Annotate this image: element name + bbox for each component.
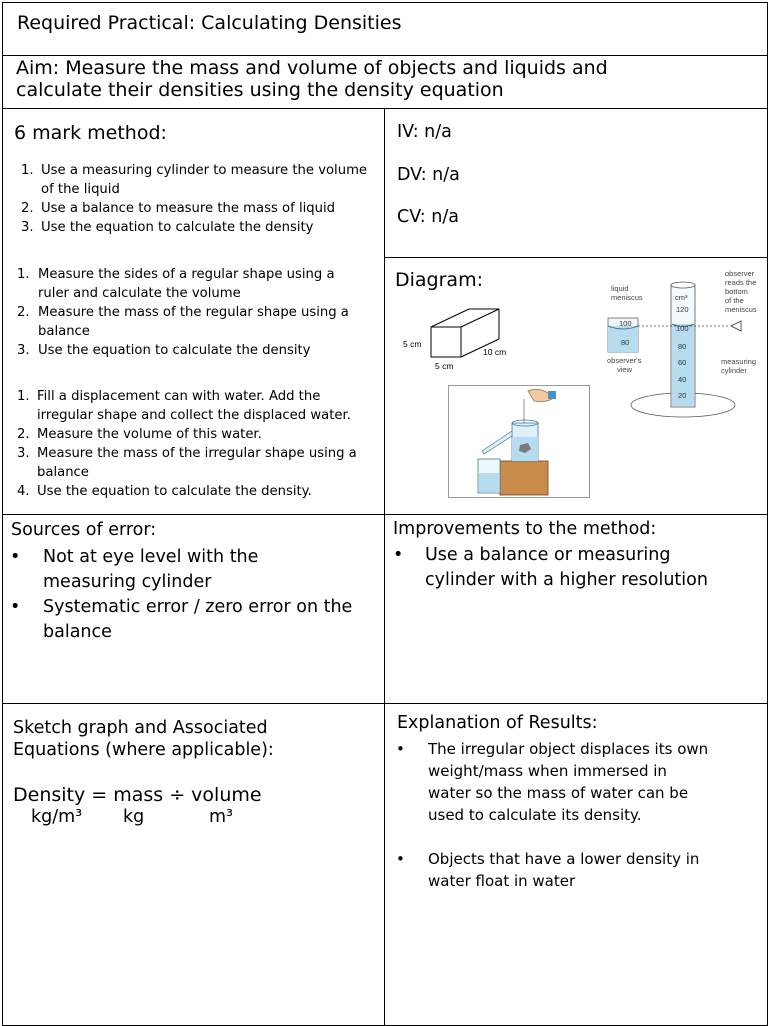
scale-mark-40: 40: [678, 375, 687, 384]
displacement-can-illustration: [448, 385, 590, 498]
aim-line-1: Aim: Measure the mass and volume of objects and liquids and: [16, 57, 608, 79]
bullet-dot: •: [10, 597, 21, 617]
irregular-step-4: [17, 482, 312, 501]
error-item-2: [10, 595, 380, 645]
page-title: Required Practical: Calculating Densities: [17, 12, 402, 34]
step-text-line: balance: [37, 465, 89, 480]
step-number: 1.: [21, 163, 34, 178]
step-text-line: Use the equation to calculate the density.: [37, 484, 312, 499]
step-text-line: Measure the mass of the regular shape using a: [38, 305, 349, 320]
error-item-1-line-2: measuring cylinder: [43, 572, 212, 592]
observer-reads-label-3: bottom: [725, 287, 748, 296]
improvement-item-1-line-1: Use a balance or measuring: [425, 545, 671, 565]
block-width-label: 5 cm: [435, 361, 454, 371]
liquid-meniscus-label-2: meniscus: [611, 293, 643, 302]
block-height-label: 5 cm: [403, 339, 422, 349]
observer-reads-label-5: meniscus: [725, 305, 757, 314]
diagram-heading: Diagram:: [395, 269, 483, 291]
scale-mark-20: 20: [678, 391, 687, 400]
irregular-step-2: [17, 425, 262, 444]
explanation-item-2-line-1: Objects that have a lower density in: [428, 850, 700, 868]
zoom-mark-80: 80: [621, 338, 630, 347]
step-number: 1.: [17, 267, 30, 282]
step-text-line: Fill a displacement can with water. Add the: [37, 389, 321, 404]
observers-view-label-1: observer's: [607, 356, 642, 365]
improvement-item-1: [393, 543, 763, 593]
aim-cell: [2, 55, 768, 109]
errors-heading: Sources of error:: [11, 520, 157, 540]
scale-mark-120: 120: [676, 305, 689, 314]
scale-mark-100: 100: [676, 324, 689, 333]
variables-cell: [384, 108, 768, 258]
step-text-line: of the liquid: [41, 182, 120, 197]
sketch-cell: [2, 703, 385, 1026]
step-text-line: balance: [38, 324, 90, 339]
block-depth-label: 10 cm: [483, 347, 507, 357]
explanation-cell: [384, 703, 768, 1026]
density-equation: Density = mass ÷ volume: [13, 784, 262, 806]
svg-text:measuring cylinder: [721, 357, 758, 375]
observers-view-label-2: view: [617, 365, 633, 374]
independent-variable: IV: n/a: [397, 122, 452, 142]
explanation-heading: Explanation of Results:: [397, 713, 598, 733]
step-number: 2.: [17, 427, 30, 442]
step-text-line: Use the equation to calculate the density: [38, 343, 311, 358]
observer-reads-label-1: observer: [725, 269, 755, 278]
control-variable: CV: n/a: [397, 207, 459, 227]
svg-text:observer's view: [607, 356, 643, 374]
step-text-line: Measure the volume of this water.: [37, 427, 262, 442]
method-heading: 6 mark method:: [14, 122, 167, 144]
regular-step-1: [17, 265, 335, 303]
measuring-cylinder-illustration: [601, 265, 766, 423]
error-item-1: [10, 545, 380, 595]
step-text-line: Use the equation to calculate the density: [41, 220, 314, 235]
errors-cell: [2, 514, 385, 704]
step-number: 2.: [17, 305, 30, 320]
step-number: 3.: [21, 220, 34, 235]
cylinder-unit-label: cm³: [675, 293, 688, 302]
observer-reads-label-2: reads the: [725, 278, 757, 287]
step-number: 3.: [17, 343, 30, 358]
step-text-line: ruler and calculate the volume: [38, 286, 241, 301]
explanation-item-1: [396, 738, 761, 826]
regular-step-2: [17, 303, 349, 341]
liquid-step-2: [21, 199, 335, 218]
error-item-2-line-1: Systematic error / zero error on the: [43, 597, 353, 617]
error-item-2-line-2: balance: [43, 622, 112, 642]
title-cell: [2, 2, 768, 56]
method-cell: [2, 108, 385, 515]
liquid-step-3: [21, 218, 313, 237]
improvement-item-1-line-2: cylinder with a higher resolution: [425, 570, 708, 590]
step-text-line: Measure the mass of the irregular shape using a: [37, 446, 357, 461]
measuring-cylinder-label-1: measuring: [721, 357, 757, 366]
step-number: 3.: [17, 446, 30, 461]
sketch-heading-line-1: Sketch graph and Associated: [13, 718, 268, 738]
measuring-cylinder-label-2: cylinder: [721, 366, 747, 375]
step-number: 2.: [21, 201, 34, 216]
improvements-cell: [384, 514, 768, 704]
irregular-step-3: [17, 444, 357, 482]
bullet-dot: •: [10, 547, 21, 567]
bullet-dot: •: [396, 740, 405, 758]
regular-step-3: [17, 341, 310, 360]
liquid-step-1: [21, 161, 367, 199]
bullet-dot: •: [396, 850, 405, 868]
mass-unit: kg: [123, 807, 145, 827]
step-text-line: Measure the sides of a regular shape using a: [38, 267, 335, 282]
irregular-step-1: [17, 387, 351, 425]
step-text-line: Use a balance to measure the mass of liquid: [41, 201, 336, 216]
regular-block-illustration: [399, 303, 519, 373]
explanation-item-1-line-3: water so the mass of water can be: [428, 784, 689, 802]
explanation-item-1-line-2: weight/mass when immersed in: [428, 762, 667, 780]
aim-line-2: calculate their densities using the density equation: [16, 79, 504, 101]
improvements-heading: Improvements to the method:: [393, 519, 657, 539]
svg-text:liquid meniscus: [611, 284, 643, 302]
scale-mark-80: 80: [678, 342, 687, 351]
bullet-dot: •: [393, 545, 404, 565]
density-unit: kg/m³: [31, 807, 83, 827]
diagram-cell: [384, 257, 768, 515]
explanation-item-1-line-1: The irregular object displaces its own: [428, 740, 709, 758]
volume-unit: m³: [209, 807, 234, 827]
scale-mark-60: 60: [678, 358, 687, 367]
error-item-1-line-1: Not at eye level with the: [43, 547, 259, 567]
svg-text:observer reads the: [725, 269, 758, 314]
observer-reads-label-4: of the: [725, 296, 744, 305]
explanation-item-2-line-2: water float in water: [428, 872, 576, 890]
explanation-item-1-line-4: used to calculate its density.: [428, 806, 642, 824]
sketch-heading-line-2: Equations (where applicable):: [13, 740, 274, 760]
step-text-line: Use a measuring cylinder to measure the volume: [41, 163, 368, 178]
dependent-variable: DV: n/a: [397, 165, 460, 185]
explanation-item-2: [396, 848, 761, 892]
zoom-mark-100: 100: [619, 319, 632, 328]
step-text-line: irregular shape and collect the displaced water.: [37, 408, 351, 423]
step-number: 4.: [17, 484, 30, 499]
step-number: 1.: [17, 389, 30, 404]
liquid-meniscus-label-1: liquid: [611, 284, 629, 293]
